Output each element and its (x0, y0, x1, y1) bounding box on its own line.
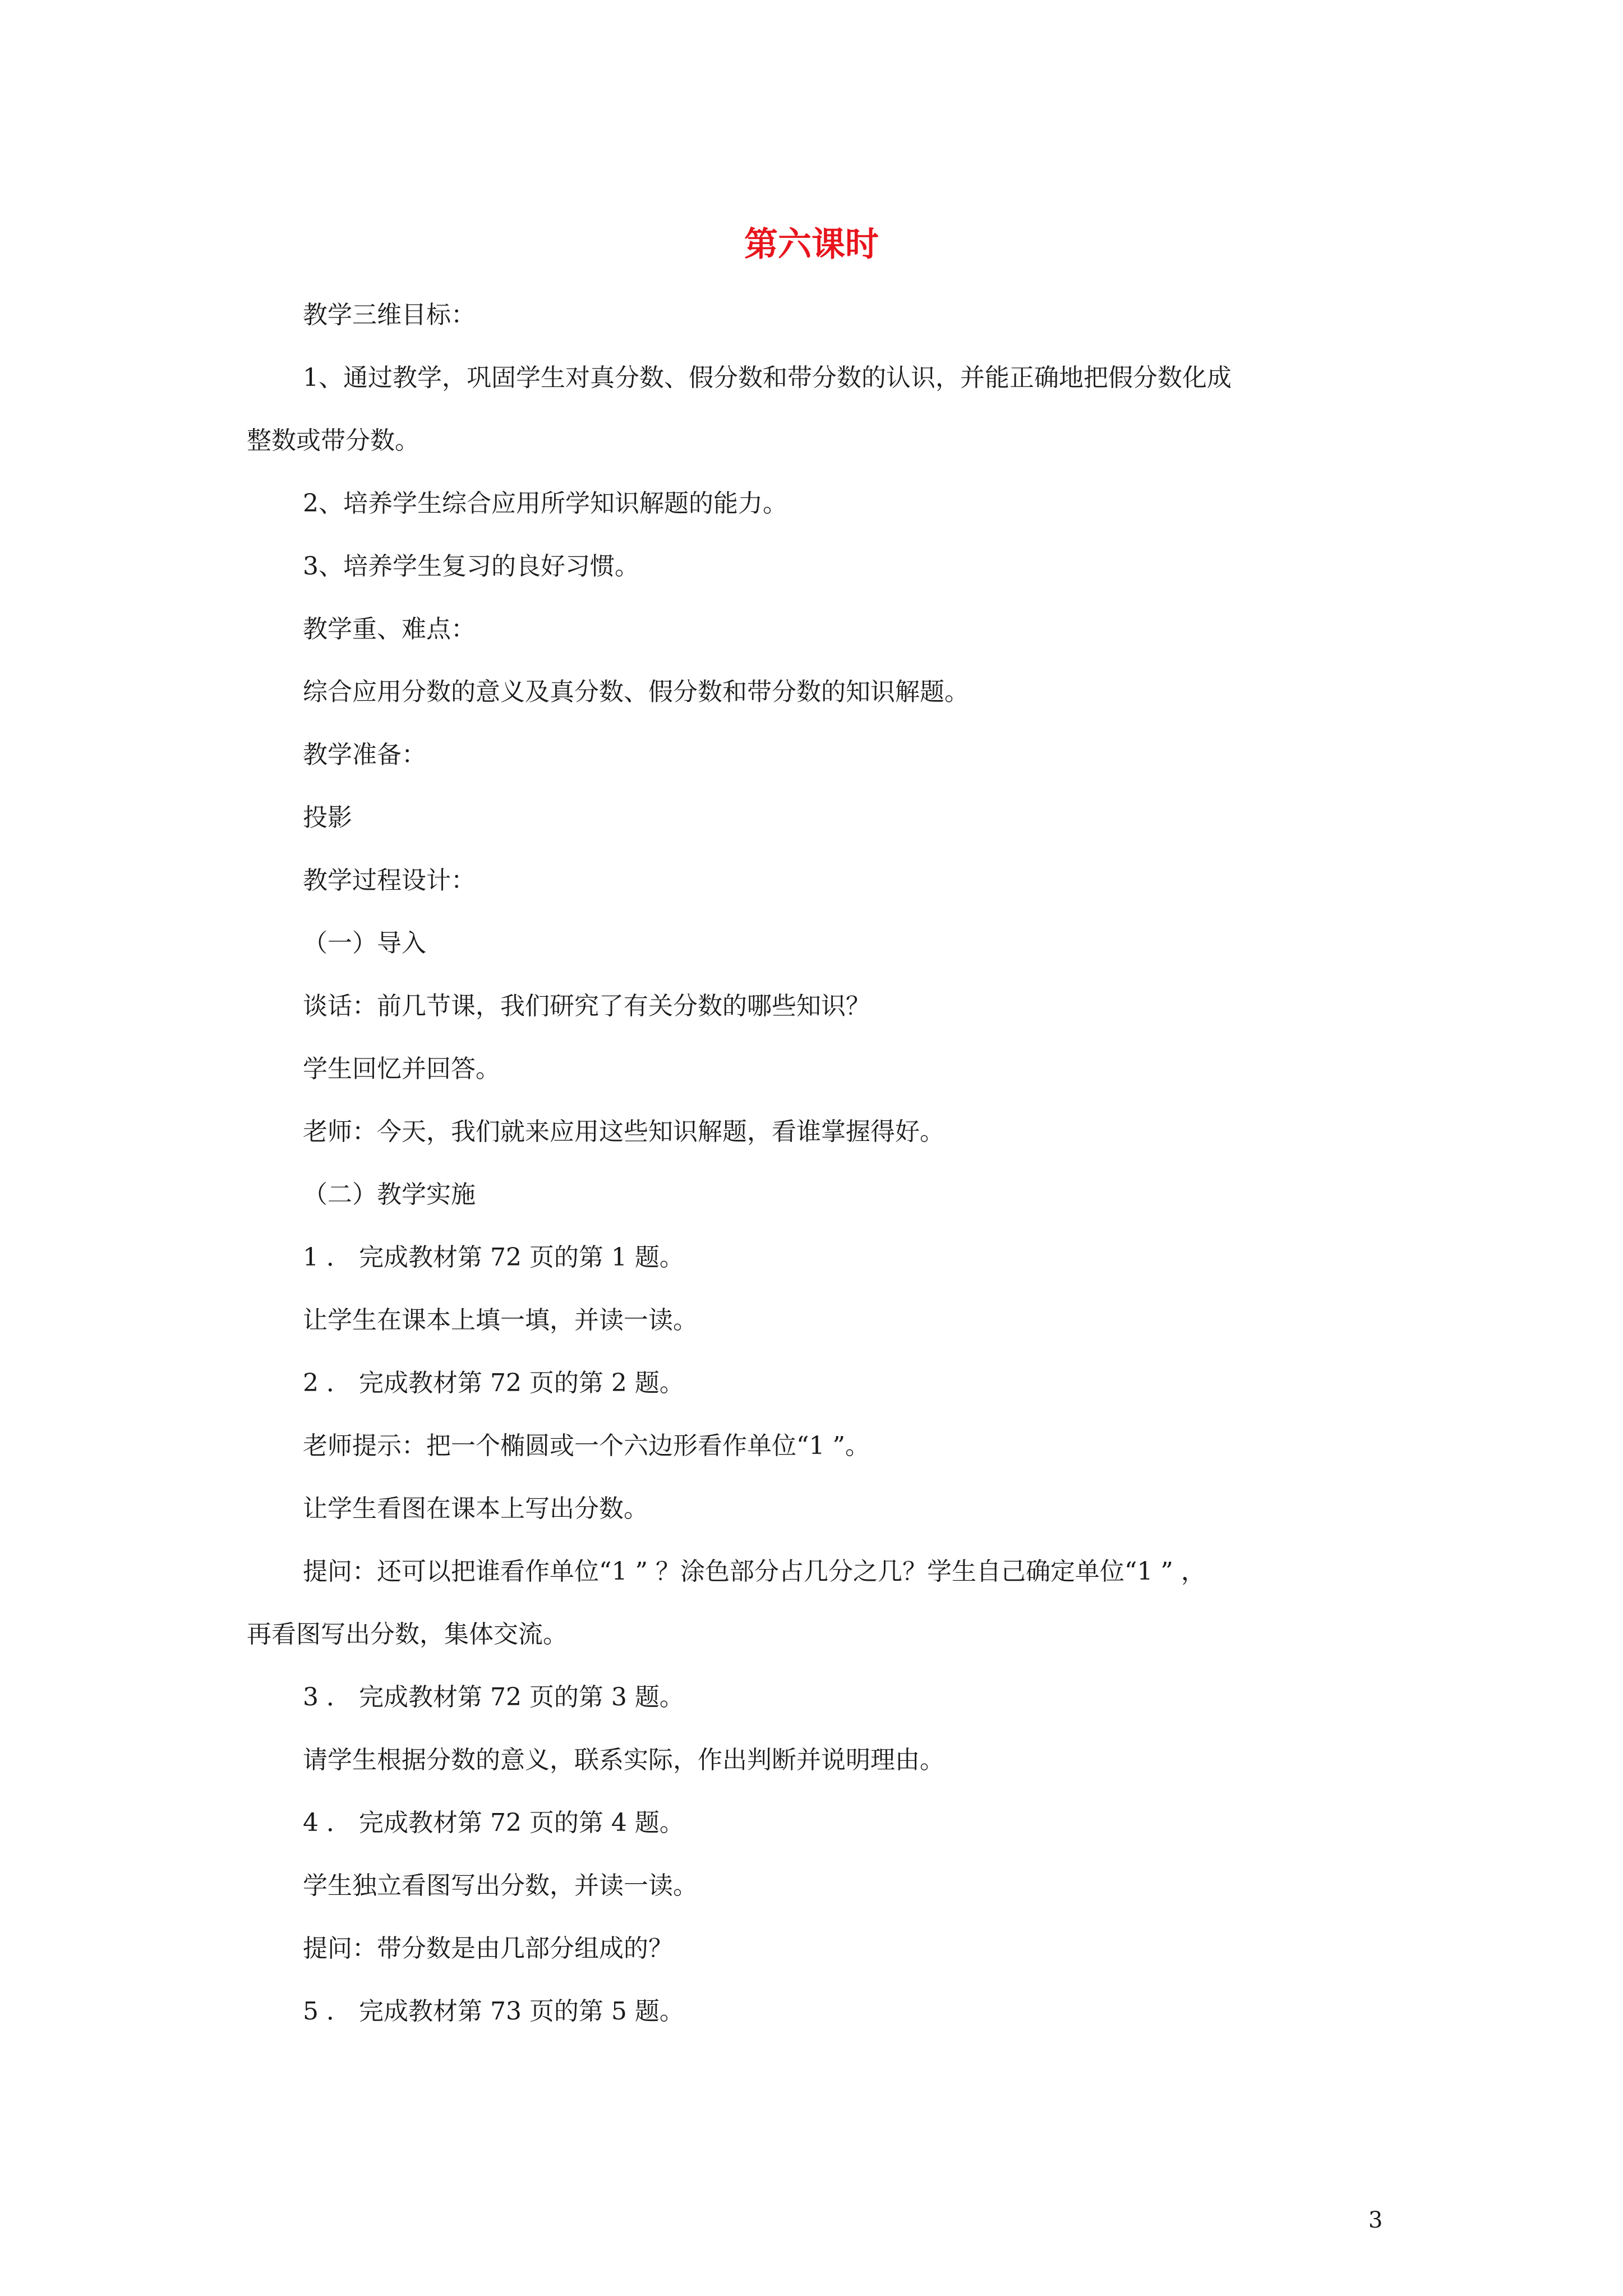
text-line: 提问：还可以把谁看作单位“1 ” ？涂色部分占几分之几？学生自己确定单位“1 ” ， (303, 1557, 1206, 1586)
text-line: 1 ． 完成教材第 72 页的第 1 题。 (303, 1243, 684, 1272)
text-line: 老师提示：把一个椭圆或一个六边形看作单位“1 ”。 (303, 1432, 870, 1460)
text-line: 教学三维目标： (303, 301, 476, 329)
text-line: 教学过程设计： (303, 866, 476, 895)
text-line: 投影 (303, 803, 352, 832)
text-line: （一）导入 (303, 929, 426, 958)
text-line: 5 ． 完成教材第 73 页的第 5 题。 (303, 1997, 684, 2026)
text-line: 让学生在课本上填一填，并读一读。 (303, 1306, 698, 1335)
page-number: 3 (1368, 2207, 1383, 2233)
text-line: 整数或带分数。 (247, 426, 419, 455)
text-line: 学生回忆并回答。 (303, 1055, 500, 1083)
text-line: 学生独立看图写出分数，并读一读。 (303, 1871, 698, 1900)
text-line: （二）教学实施 (303, 1180, 476, 1209)
text-line: 教学重、难点： (303, 615, 476, 643)
text-line: 3 ． 完成教材第 72 页的第 3 题。 (303, 1683, 684, 1711)
text-line: 提问：带分数是由几部分组成的？ (303, 1934, 673, 1963)
text-line: 再看图写出分数，集体交流。 (247, 1620, 568, 1649)
text-line: 3、培养学生复习的良好习惯。 (303, 552, 639, 581)
text-line: 谈话：前几节课，我们研究了有关分数的哪些知识？ (303, 992, 870, 1020)
text-line: 教学准备： (303, 740, 426, 769)
page-title: 第六课时 (744, 225, 879, 264)
text-line: 1、通过教学，巩固学生对真分数、假分数和带分数的认识，并能正确地把假分数化成 (303, 364, 1232, 392)
text-line: 请学生根据分数的意义，联系实际，作出判断并说明理由。 (303, 1746, 944, 1774)
text-line: 2、培养学生综合应用所学知识解题的能力。 (303, 489, 787, 518)
text-line: 2 ． 完成教材第 72 页的第 2 题。 (303, 1369, 684, 1397)
text-line: 综合应用分数的意义及真分数、假分数和带分数的知识解题。 (303, 678, 969, 706)
text-line: 老师：今天，我们就来应用这些知识解题，看谁掌握得好。 (303, 1117, 944, 1146)
text-line: 4 ． 完成教材第 72 页的第 4 题。 (303, 1809, 684, 1837)
text-line: 让学生看图在课本上写出分数。 (303, 1494, 648, 1523)
